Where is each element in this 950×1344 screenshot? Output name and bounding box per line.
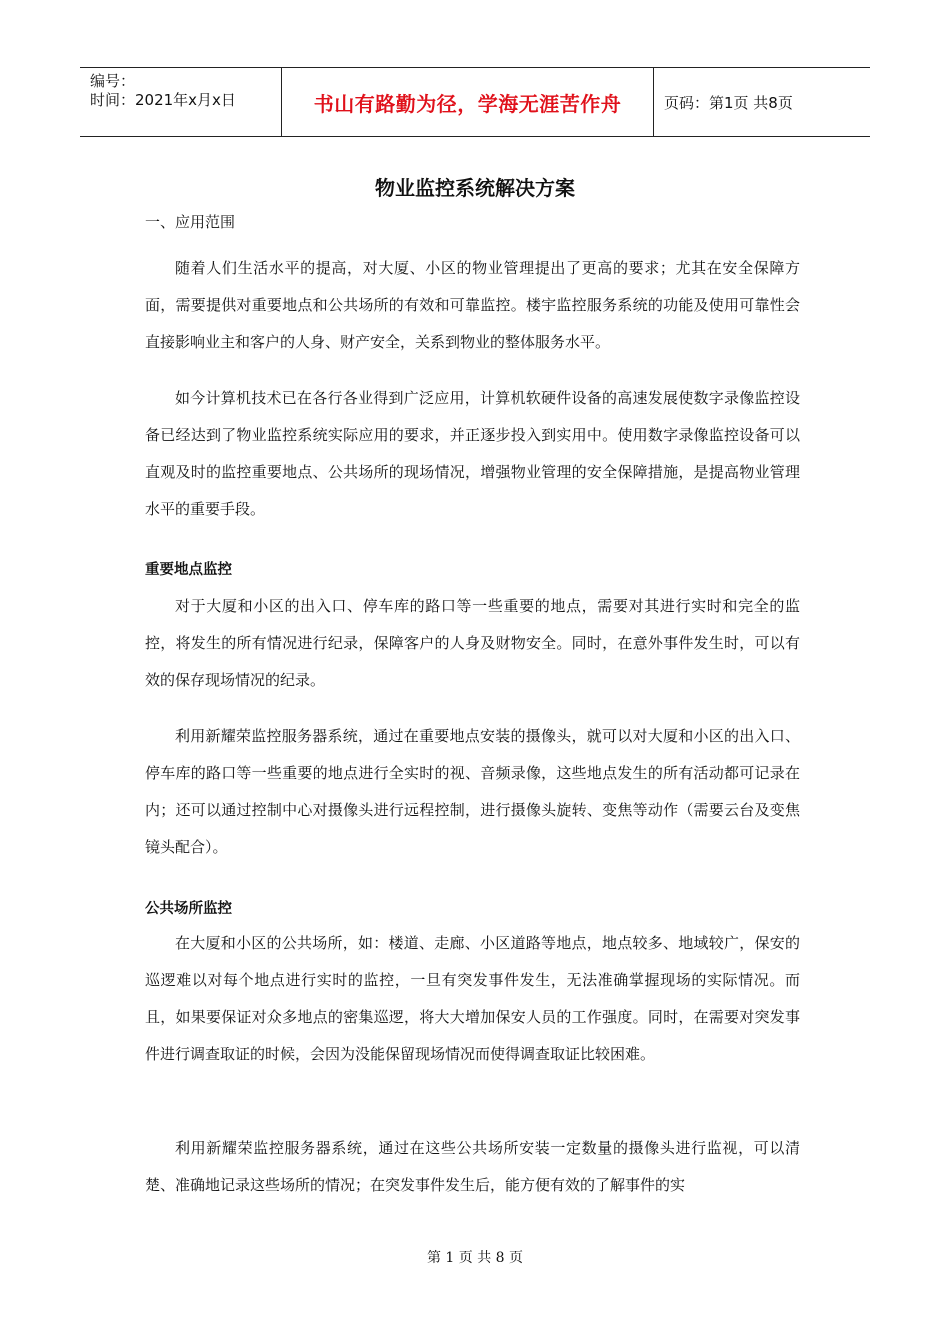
paragraph [145, 588, 800, 699]
paragraph [145, 1130, 800, 1204]
paragraph [145, 380, 800, 528]
paragraph [145, 718, 800, 866]
paragraph-text: 利用新耀荣监控服务器系统，通过在这些公共场所安装一定数量的摄像头进行监视，可以清楚、准确地记录这些场所的情况；在突发事件发生后，能方便有效的了解事件的实 [145, 1139, 800, 1194]
paragraph-text: 在大厦和小区的公共场所，如：楼道、走廊、小区道路等地点，地点较多、地域较广，保安的巡逻难以对每个地点进行实时的监控，一旦有突发事件发生，无法准确掌握现场的实际情况。而且，如果要保证对众多地点的密集巡逻，将大大增加保安人员的工作强度。同时，在需要对突发事件进行调查取证的时候，会因为没能保留现场情况而使得调查取证比较困难。 [145, 934, 800, 1063]
document-title: 物业监控系统解决方案 [375, 176, 575, 200]
page-header [80, 67, 870, 137]
header-page-info: 页码：第1页 共8页 [664, 93, 793, 112]
section-heading-scope: 一、应用范围 [145, 213, 236, 231]
code-label: 编号： [90, 72, 136, 90]
header-motto: 书山有路勤为径，学海无涯苦作舟 [282, 68, 654, 136]
paragraph-text: 对于大厦和小区的出入口、停车库的路口等一些重要的地点，需要对其进行实时和完全的监控，将发生的所有情况进行纪录，保障客户的人身及财物安全。同时，在意外事件发生时，可以有效的保存现场情况的纪录。 [145, 597, 800, 689]
page-footer: 第 1 页 共 8 页 [426, 1250, 524, 1266]
subheading-public-places: 公共场所监控 [145, 901, 232, 917]
time-label: 时间：2021年x月x日 [90, 91, 236, 109]
paragraph-text: 如今计算机技术已在各行各业得到广泛应用，计算机软硬件设备的高速发展使数字录像监控设备已经达到了物业监控系统实际应用的要求，并正逐步投入到实用中。使用数字录像监控设备可以直观及时的监控重要地点、公共场所的现场情况，增强物业管理的安全保障措施，是提高物业管理水平的重要手段。 [145, 389, 800, 518]
paragraph-text: 随着人们生活水平的提高，对大厦、小区的物业管理提出了更高的要求；尤其在安全保障方面，需要提供对重要地点和公共场所的有效和可靠监控。楼宇监控服务系统的功能及使用可靠性会直接影响业主和客户的人身、财产安全，关系到物业的整体服务水平。 [145, 259, 800, 351]
subheading-key-locations: 重要地点监控 [145, 562, 232, 578]
paragraph [145, 925, 800, 1073]
paragraph [145, 250, 800, 361]
header-meta-cell [80, 68, 282, 136]
paragraph-text: 利用新耀荣监控服务器系统，通过在重要地点安装的摄像头，就可以对大厦和小区的出入口、停车库的路口等一些重要的地点进行全实时的视、音频录像，这些地点发生的所有活动都可记录在内；还可以通过控制中心对摄像头进行远程控制，进行摄像头旋转、变焦等动作（需要云台及变焦镜头配合）。 [145, 727, 800, 856]
